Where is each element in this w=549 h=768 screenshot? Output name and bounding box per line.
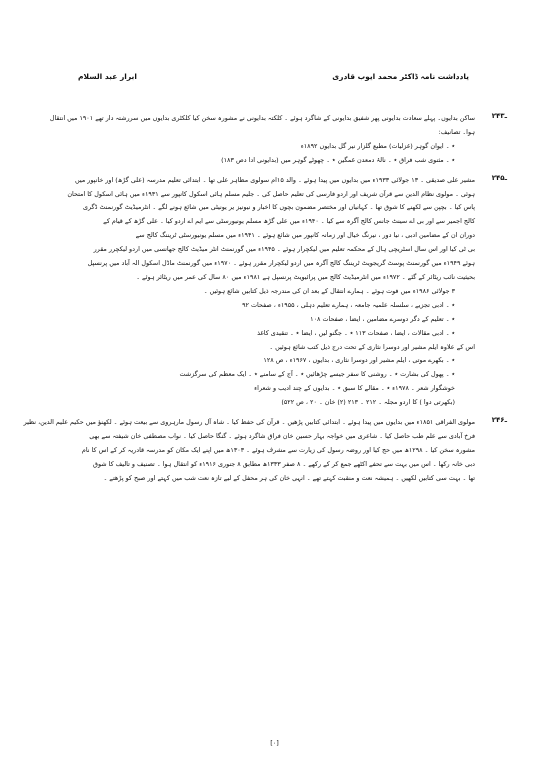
- entry-243: [49, 112, 507, 168]
- text-line: مشیر علی صدیقی ۔ ۱۳ جولائی ۱۹۳۳ء میں بدایوں میں پیدا ہوئے ۔ والد ۱۵ام سولوی مظاہر علی تھا ۔ ابتدائی تعلیم مدرسہ (علی گڑھ) اور خانپور میں: [75, 175, 475, 184]
- header-author: ابرار عبد السلام: [78, 72, 137, 81]
- text-line: ہوئی ۔ مولوی نظام الدین سے قرآن شریف اور اردو فارسی کی تعلیم حاصل کی ۔ جلیم مسلم ہائی اسکول کانپور سے ۱۹۳۱ء میں ہائی اسکول کا امتحان: [67, 189, 475, 198]
- text-line: ہوا۔ تصانیف:: [438, 127, 475, 136]
- text-line: ساکن بدایوں۔ پہلے سعادت بدایونی پھر شفیق بدایونی کے شاگرد ہوئے ۔ کلکتہ بدایونی نے مشورہ سخن کیا کلکٹری بدایوں میں سررشتہ دار تھے ۱۹۰۱ میں انتقال: [49, 114, 475, 122]
- text-line: تھا ۔ بہت سی کتابیں لکھیں ۔ ہمیشہ نعت و منقبت کہتے تھے ۔ انہی خان کی ہر محفل کے لیے تازہ نعت شب میں کہتے اور صبح کو پڑھتے ۔: [103, 473, 475, 482]
- list-item: ٭ ۔ بکھرے موتی ، ایلم مشیر اور دوسرا نثاری ، بدایوں ، ۱۹۶۷ء ، ص ۱۲۸: [263, 356, 455, 365]
- entry-246: [23, 416, 507, 486]
- document-body: [23, 112, 507, 492]
- text-line: مشورہ سخن کیا ۔ ۱۲۹۸ھ میں حج کیا اور روضہ رسول کی زیارت سے مشرف ہوئے ۔ ۱۳۰۳ھ میں اپنے ایک مکان کو مدرسہ قادریہ کر کے اس کا نام: [81, 445, 475, 454]
- header-book-title: یادداشت نامہ ڈاکٹر محمد ایوب قادری: [332, 72, 469, 81]
- entry-number: ۲۴۵ـ: [491, 173, 507, 182]
- list-item: ٭ ۔ ادبی تجزیے ، سلسلہ علمیہ جامعہ ، ہمارے تعلیم دہلی ، ۱۹۵۵ء ، صفحات ۹۲: [242, 300, 455, 309]
- text-line: ہوئے ۱۹۴۹ء میں گورنمنٹ پوسٹ گریجویٹ ٹریننگ کالج آگرہ میں اردو لیکچرار مقرر ہوئے ۔ ۱۹۷۰ء میں گورنمنٹ ماڈل اسکول الہ آباد میں پرنسپل: [87, 259, 475, 268]
- list-item: ٭ ۔ تعلیم کے دگر دوسرے مضامین ، ایضا ، صفحات ۱۰۸: [310, 314, 455, 323]
- text-line: بحیثیت نائب ریٹائر کے گئے ۔ ۱۹۷۲ء میں انٹرمیڈیٹ کالج میں پرائیویٹ پرنسپل ہے ۱۹۸۱ء میں ۸۰ سال کی عمر میں ریٹائر ہوئے ۔: [136, 272, 475, 281]
- text-line: پاس کیا ۔ بچپن سے لکھنے کا شوق تھا ۔ کہانیاں اور مختصر مضمون بچوں کا اخبار و نیونیز یر یونیٹی میں شائع ہونے لگے ۔ انٹرمیڈیٹ گورنمنٹ ڈگری: [83, 203, 475, 212]
- entry-number: ۲۴۶ـ: [491, 416, 507, 425]
- list-item: ٭ ۔ ادبی مقالات ، ایضا ، صفحات ۱۱۳ ٭ ۔ جگنو لیں ، ایضا ٭ ۔ تنقیدی کاغذ: [257, 328, 455, 337]
- entry-number: ۲۴۳ـ: [491, 112, 507, 120]
- text-line: دبی خانہ رکھا ۔ اس میں بہت سے تحفے اکٹھے جمع کر کے رکھے ۔ ۸ صفر ۱۳۳۳ھ مطابق ۸ جنوری ۱۹۱۶ء کو انتقال ہوا ۔ تصنیف و تالیف کا شوق: [93, 459, 475, 468]
- text-line: مولوی الفراقی ۱۸۵۱ء میں بدایوں میں پیدا ہوئے ۔ ابتدائی کتابیں پڑھیں ۔ قرآن کی حفظ کیا ۔ شاہ آل رسول مارہروی سے بیعت ہوئے ۔ لکھنؤ میں حکیم علیم الدین، نظیر: [23, 418, 475, 427]
- text-line: بی ٹی کیا اور اس سال اسٹریچی ہال کے محکمہ تعلیم میں لیکچرار ہوئے ۔ ۱۹۴۵ء میں گورنمنٹ انٹر میڈیٹ کالج جھانسی میں اردو لیکچرر مقرر: [93, 245, 475, 254]
- text-line: ۳ جولائی ۱۹۸۶ء میں فوت ہوئے ۔ ہمارے انتقال کے بعد ان کی مندرجہ ذیل کتابیں شائع ہوئیں ۔: [203, 286, 455, 295]
- reference-line: (بکھرتی دوا ) کا اردو مجلہ ۔ ۲۱۲ ۔ ۲۱۳ (۲) خان ۔ ۲۰ ، ص ۵۲۲): [281, 398, 455, 407]
- text-line: اس کے علاوہ ایلم مشیر اور دوسرا نثاری کے تحت درج ذیل کتب شائع ہوئیں ۔: [269, 342, 475, 351]
- list-item: ٭ ۔ مثنوی شب فراق ٭ ۔ نالۂ دمعدن غمگین ٭ ۔ چھوٹے گوہر میں (بدایونی ادا دص ۱۸۳): [221, 155, 455, 164]
- text-line: دوران ان کے مضامین ادبی ، نیا دور ، نیرنگ خیال اور زمانہ کانپور میں شائع ہوئے ۔ ۱۹۴۱ء میں مسلم یونیورسٹی ٹریننگ کالج سے: [135, 231, 475, 240]
- entry-245: [67, 173, 507, 410]
- page-number: [۰]: [270, 739, 279, 747]
- text-line: فرخ آبادی سے علم طب حاصل کیا ۔ شاعری میں خواجہ بہار حسین خان فراق شاگرد ہوئے ۔ گنگا حاصل کیا ۔ نواب مصطفی خان شیفتہ سے بھی: [89, 431, 475, 440]
- list-item: ٭ ۔ پھول کی بشارت ٭ ۔ روشنی کا سفر جیسے چڑھائیں ٭ ۔ آج کے سامنے ٭ ۔ ایک معظم کی سرگزشت: [179, 370, 455, 379]
- list-item: ٭ ۔ ایوان گوہر (غزلیات) مطبع گلزار نیر گل بدایوں ۱۸۹۲ء: [300, 141, 455, 150]
- list-item: خوشگوار شعر ۔ ۱۹۷۸ء ٭ ۔ مقالے کا سبق ٭ ۔ بدایوں کے چند ادیب و شعراء: [254, 384, 455, 393]
- text-line: کالج اجمیر سے اور بی اے سینٹ جانس کالج آگرہ سے کیا ۔ ۱۹۴۰ء میں علی گڑھ مسلم یونیورسٹی سے ایم اے اردو کیا ۔ علی گڑھ کے قیام کے: [103, 217, 475, 226]
